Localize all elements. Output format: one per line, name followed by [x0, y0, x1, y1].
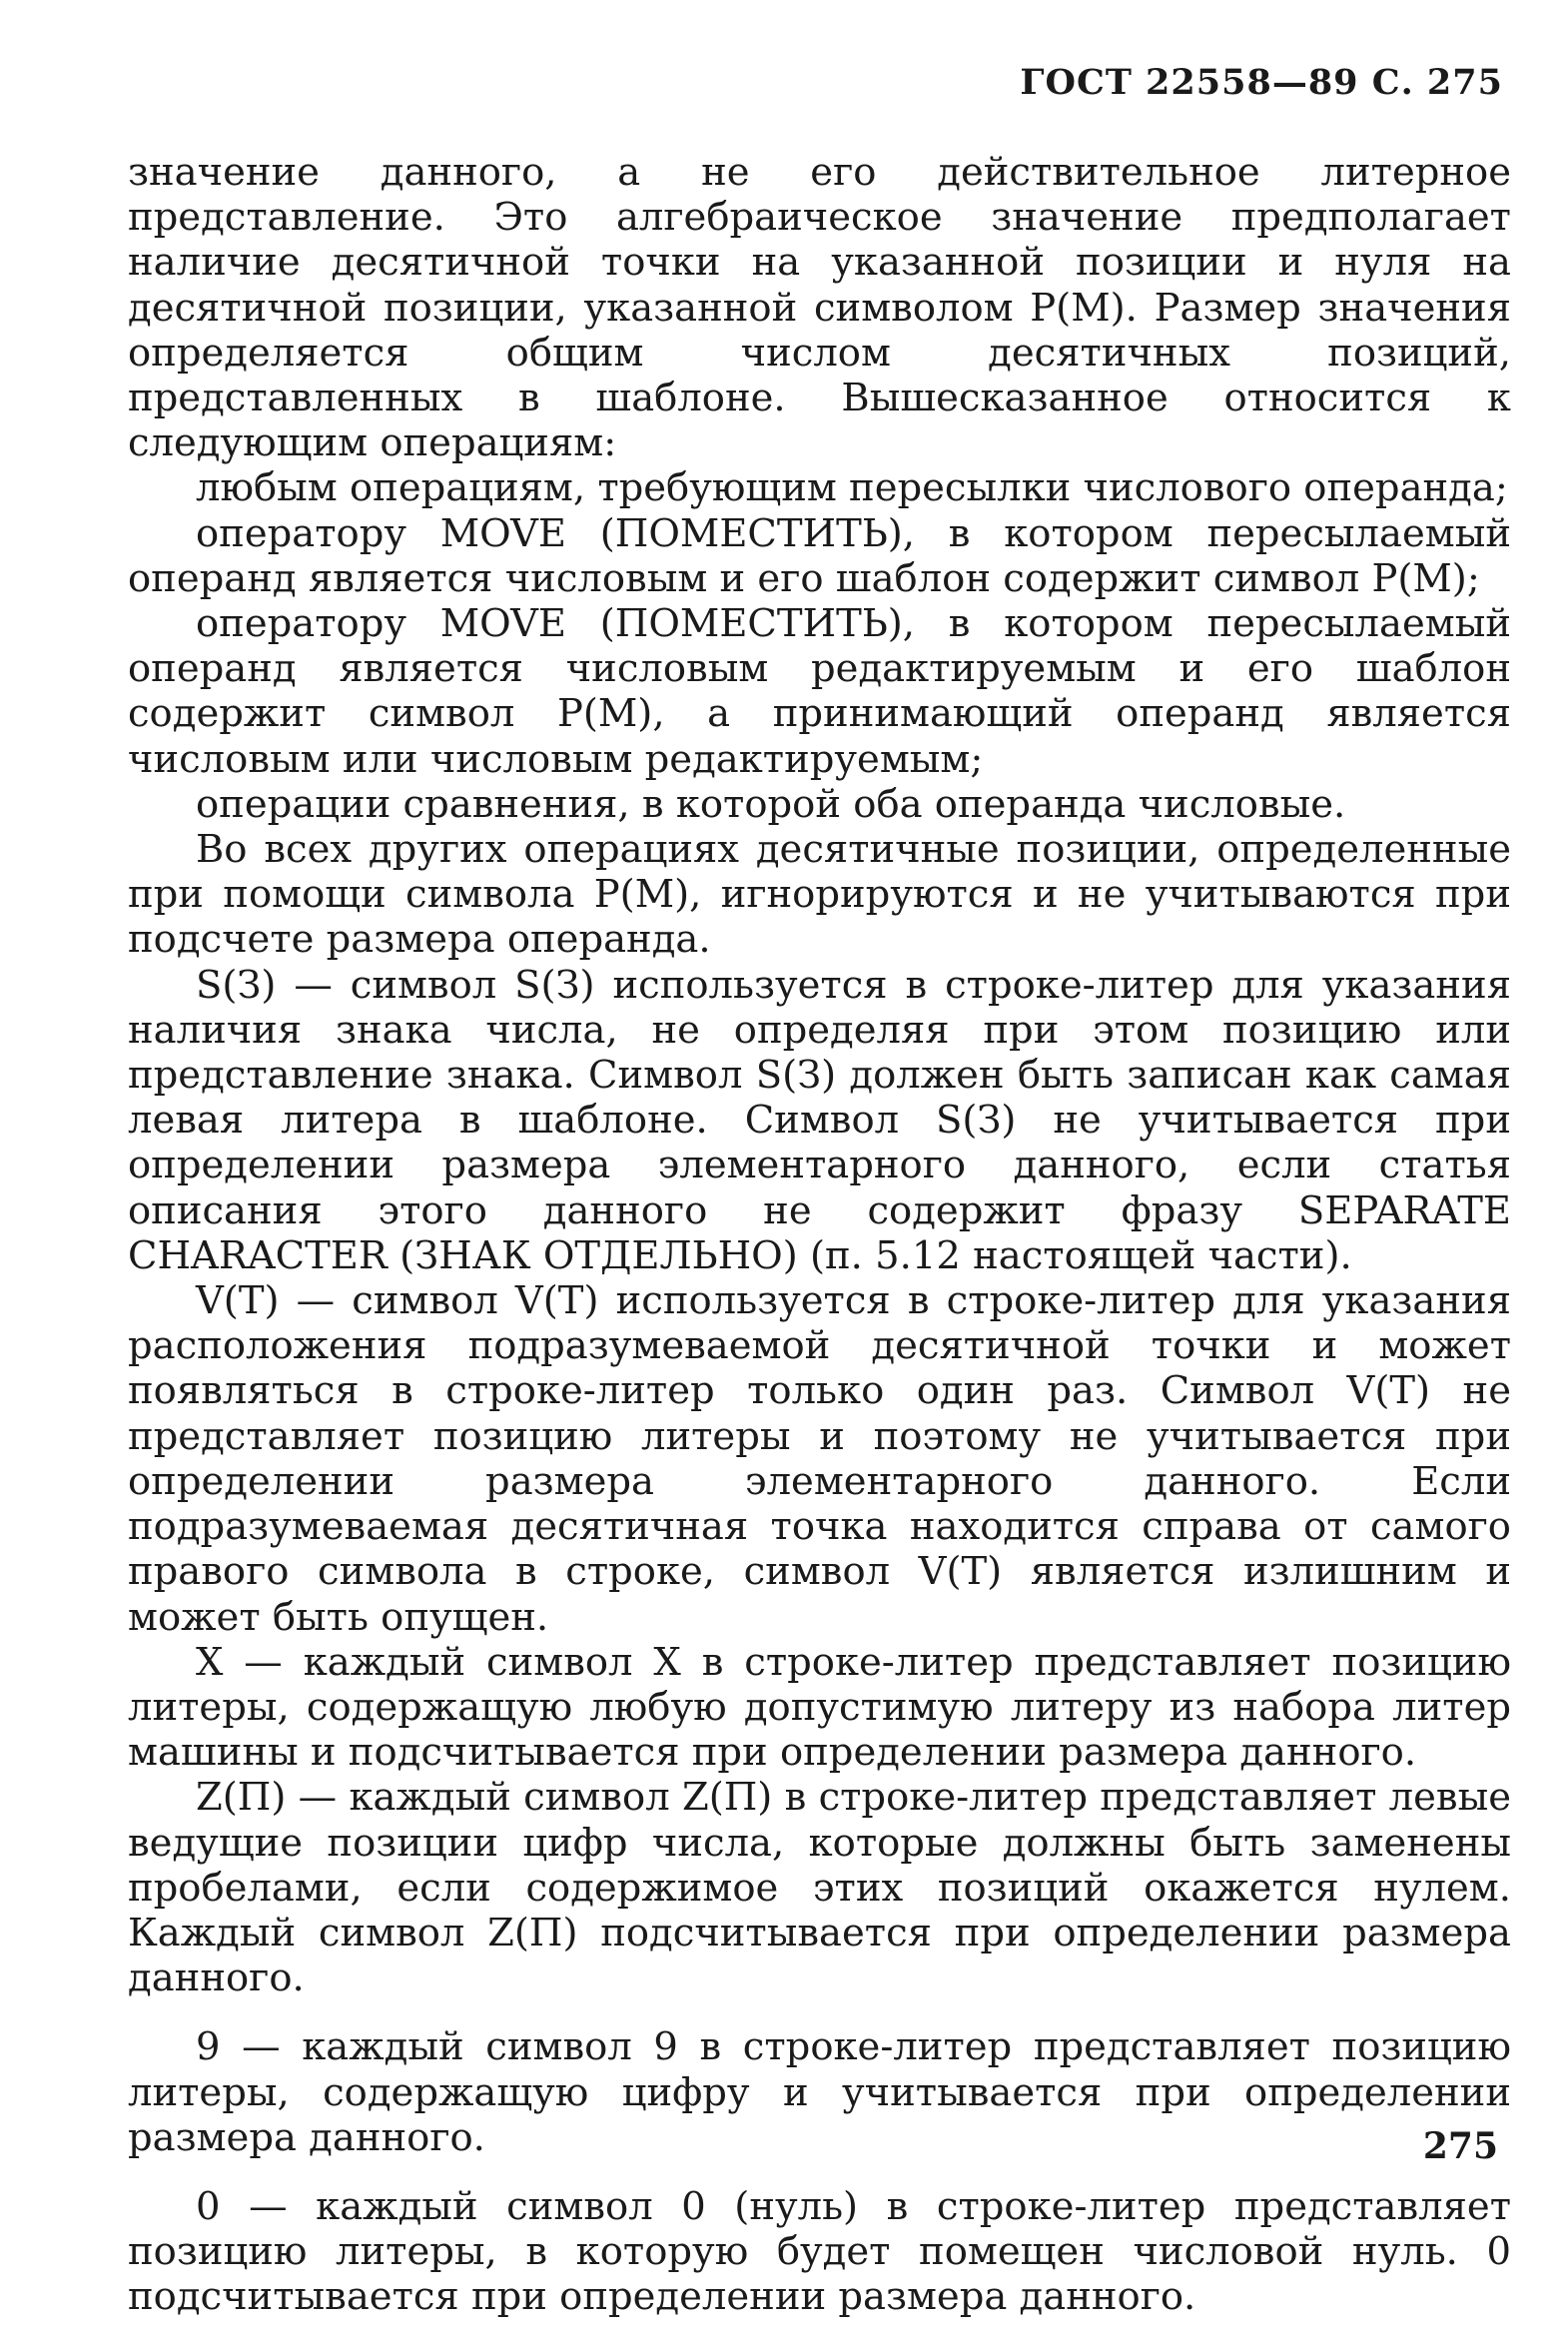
- list-item-comparison: операции сравнения, в которой оба операнда числовые.: [196, 781, 1346, 827]
- list-item-move-numeric-edited: оператору MOVE (ПОМЕСТИТЬ), в котором пересылаемый операнд является числовым редактируемым и его шаблон содержит символ Р(М), а принимающий операнд является числовым или числовым редактируемым;: [128, 601, 1511, 782]
- list-item-any-operations: любым операциям, требующим пересылки числового операнда;: [196, 465, 1508, 511]
- paragraph-continuation: значение данного, а не его действительное литерное представление. Это алгебраическое значение предполагает наличие десятичной точки на указанной позиции и нуля на десятичной позиции, указанной символом Р(М). Размер значения определяется общим числом десятичных позиций, представленных в шаблоне. Вышесказанное относится к следующим операциям:: [128, 150, 1511, 466]
- paragraph-symbol-9: 9 — каждый символ 9 в строке-литер представляет позицию литеры, содержащую цифру и учитывается при определении размера данного.: [128, 2024, 1511, 2160]
- body-text: [128, 150, 1511, 2320]
- paragraph-symbol-0: 0 — каждый символ 0 (нуль) в строке-литер представляет позицию литеры, в которую будет помещен числовой нуль. 0 подсчитывается при определении размера данного.: [128, 2183, 1511, 2320]
- paragraph-symbol-v: V(Т) — символ V(Т) используется в строке-литер для указания расположения подразумеваемой десятичной точки и может появляться в строке-литер только один раз. Символ V(Т) не представляет позицию литеры и поэтому не учитывается при определении размера элементарного данного. Если подразумеваемая десятичная точка находится справа от самого правого символа в строке, символ V(Т) является излишним и может быть опущен.: [128, 1278, 1511, 1640]
- paragraph-symbol-x: X — каждый символ X в строке-литер представляет позицию литеры, содержащую любую допустимую литеру из набора литер машины и подсчитывается при определении размера данного.: [128, 1639, 1511, 1776]
- paragraph-other-operations: Во всех других операциях десятичные позиции, определенные при помощи символа Р(М), игнорируются и не учитываются при подсчете размера операнда.: [128, 827, 1511, 963]
- paragraph-symbol-z: Z(П) — каждый символ Z(П) в строке-литер представляет левые ведущие позиции цифр числа, которые должны быть заменены пробелами, если содержимое этих позиций окажется нулем. Каждый символ Z(П) подсчитывается при определении размера данного.: [128, 1775, 1511, 2001]
- paragraph-symbol-s: S(З) — символ S(З) используется в строке-литер для указания наличия знака числа, не определяя при этом позицию или представление знака. Символ S(З) должен быть записан как самая левая литера в шаблоне. Символ S(З) не учитывается при определении размера элементарного данного, если статья описания этого данного не содержит фразу SEPARATE CHARACTER (ЗНАК ОТДЕЛЬНО) (п. 5.12 настоящей части).: [128, 962, 1511, 1278]
- page-number: 275: [1422, 2125, 1498, 2167]
- running-head: ГОСТ 22558—89 С. 275: [1020, 62, 1503, 103]
- list-item-move-numeric: оператору MOVE (ПОМЕСТИТЬ), в котором пересылаемый операнд является числовым и его шаблон содержит символ Р(М);: [128, 510, 1511, 601]
